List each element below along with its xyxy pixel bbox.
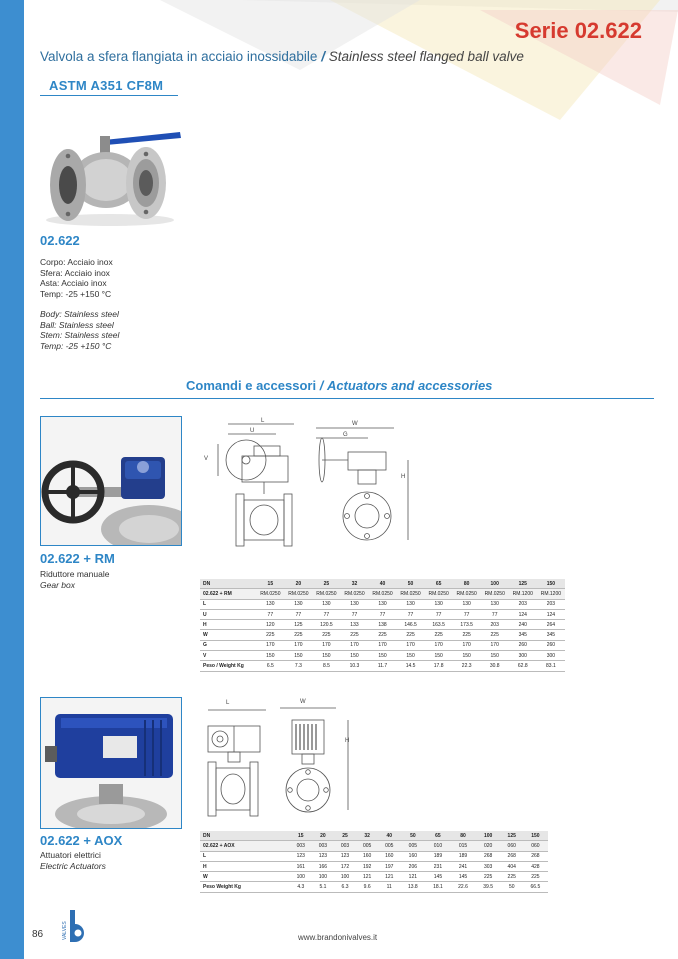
table-cell: RM.0250 xyxy=(369,589,397,599)
table-cell: 6.3 xyxy=(334,882,356,892)
table-cell: 203 xyxy=(481,620,509,630)
aox-dimension-table xyxy=(200,831,548,893)
table-cell: 18.1 xyxy=(425,882,450,892)
table-cell: 225 xyxy=(256,630,284,640)
table-cell: 130 xyxy=(340,599,368,609)
table-cell: 30.8 xyxy=(481,661,509,671)
section-title-separator: / xyxy=(319,378,324,393)
table-cell: 62.8 xyxy=(509,661,537,671)
table-cell: 225 xyxy=(481,630,509,640)
table-cell: 170 xyxy=(312,640,340,650)
table-cell: 121 xyxy=(378,872,400,882)
table-cell: RM.0250 xyxy=(312,589,340,599)
table-cell: 6.5 xyxy=(256,661,284,671)
table-row xyxy=(200,599,565,609)
table-cell: 300 xyxy=(509,651,537,661)
table-cell: 17.8 xyxy=(425,661,453,671)
table-cell: H xyxy=(200,861,290,871)
table-cell: 170 xyxy=(284,640,312,650)
table-cell: 015 xyxy=(450,841,475,851)
table-cell: 20 xyxy=(312,831,334,841)
table-cell: RM.0250 xyxy=(453,589,481,599)
table-cell: 240 xyxy=(509,620,537,630)
table-cell: 20 xyxy=(284,579,312,589)
table-cell: 50 xyxy=(397,579,425,589)
table-cell: 260 xyxy=(537,640,565,650)
table-cell: 40 xyxy=(378,831,400,841)
page-number: 86 xyxy=(32,929,44,940)
table-cell: 150 xyxy=(481,651,509,661)
table-cell: 120.5 xyxy=(312,620,340,630)
table-cell: 150 xyxy=(523,831,548,841)
table-cell: Peso / Weight Kg xyxy=(200,661,256,671)
table-cell: DN xyxy=(200,831,290,841)
table-cell: RM.0250 xyxy=(425,589,453,599)
table-row xyxy=(200,589,565,599)
table-cell: 13.8 xyxy=(400,882,425,892)
table-cell: 123 xyxy=(312,851,334,861)
table-cell: 005 xyxy=(378,841,400,851)
table-cell: 100 xyxy=(476,831,501,841)
table-cell: 4.3 xyxy=(290,882,312,892)
page-title xyxy=(40,49,524,64)
table-cell: 130 xyxy=(425,599,453,609)
table-cell: 130 xyxy=(453,599,481,609)
gearbox-photo xyxy=(40,416,182,546)
table-cell: 77 xyxy=(453,609,481,619)
table-cell: 003 xyxy=(334,841,356,851)
table-cell: 150 xyxy=(284,651,312,661)
table-cell: 189 xyxy=(425,851,450,861)
table-cell: 172 xyxy=(334,861,356,871)
rm-label-english: Gear box xyxy=(40,580,75,590)
table-cell: 241 xyxy=(450,861,475,871)
table-cell: 77 xyxy=(340,609,368,619)
table-cell: 130 xyxy=(481,599,509,609)
table-cell: 428 xyxy=(523,861,548,871)
table-cell: 66.5 xyxy=(523,882,548,892)
drawing-label: L xyxy=(261,418,265,424)
table-cell: 170 xyxy=(256,640,284,650)
table-row xyxy=(200,609,565,619)
table-cell: RM.0250 xyxy=(284,589,312,599)
table-cell: 10.3 xyxy=(340,661,368,671)
material-standard: ASTM A351 CF8M xyxy=(49,78,164,93)
table-cell: 150 xyxy=(340,651,368,661)
ball-valve-image xyxy=(38,128,186,228)
table-cell: 192 xyxy=(356,861,378,871)
section-title-italian: Comandi e accessori xyxy=(186,378,317,393)
table-cell: 170 xyxy=(340,640,368,650)
table-row xyxy=(200,630,565,640)
table-cell: 150 xyxy=(369,651,397,661)
table-cell: 005 xyxy=(356,841,378,851)
rm-dimension-table xyxy=(200,579,565,672)
website-url: www.brandonivalves.it xyxy=(298,933,378,942)
drawing-label: H xyxy=(401,474,406,480)
table-cell: L xyxy=(200,851,290,861)
table-cell: 264 xyxy=(537,620,565,630)
table-cell: 25 xyxy=(334,831,356,841)
drawing-label: W xyxy=(352,421,358,427)
table-cell: 138 xyxy=(369,620,397,630)
table-cell: 260 xyxy=(509,640,537,650)
table-cell: 133 xyxy=(340,620,368,630)
table-cell: RM.0250 xyxy=(397,589,425,599)
table-cell: 225 xyxy=(476,872,501,882)
table-cell: DN xyxy=(200,579,256,589)
table-cell: 77 xyxy=(284,609,312,619)
table-row xyxy=(200,872,548,882)
brandoni-logo xyxy=(60,908,94,944)
table-cell: 14.5 xyxy=(397,661,425,671)
table-cell: 225 xyxy=(397,630,425,640)
drawing-label: L xyxy=(226,700,230,706)
table-cell: 121 xyxy=(400,872,425,882)
table-cell: 5.1 xyxy=(312,882,334,892)
table-cell: 124 xyxy=(537,609,565,619)
spec-line: Corpo: Acciaio inox xyxy=(40,257,113,267)
table-cell: 170 xyxy=(425,640,453,650)
table-cell: 170 xyxy=(369,640,397,650)
table-cell: W xyxy=(200,872,290,882)
table-cell: 65 xyxy=(425,579,453,589)
table-cell: 003 xyxy=(290,841,312,851)
table-cell: 166 xyxy=(312,861,334,871)
table-cell: 65 xyxy=(425,831,450,841)
table-cell: 11.7 xyxy=(369,661,397,671)
aox-technical-drawing xyxy=(196,698,358,826)
table-cell: 50 xyxy=(400,831,425,841)
table-row xyxy=(200,841,548,851)
table-cell: 123 xyxy=(290,851,312,861)
table-cell: 50 xyxy=(501,882,523,892)
drawing-label: V xyxy=(204,456,209,462)
table-header-row xyxy=(200,831,548,841)
table-cell: 130 xyxy=(256,599,284,609)
table-cell: 22.6 xyxy=(450,882,475,892)
table-cell: 345 xyxy=(537,630,565,640)
table-cell: 206 xyxy=(400,861,425,871)
table-cell: 121 xyxy=(356,872,378,882)
table-cell: 77 xyxy=(425,609,453,619)
gearbox-image xyxy=(41,417,181,545)
table-cell: 160 xyxy=(356,851,378,861)
table-cell: 268 xyxy=(476,851,501,861)
table-cell: 300 xyxy=(537,651,565,661)
table-row xyxy=(200,882,548,892)
table-cell: 130 xyxy=(312,599,340,609)
actuator-image xyxy=(41,698,181,828)
title-italian: Valvola a sfera flangiata in acciaio inossidabile xyxy=(40,49,318,64)
table-cell: 15 xyxy=(256,579,284,589)
table-cell: 225 xyxy=(369,630,397,640)
table-cell: 150 xyxy=(256,651,284,661)
table-cell: 77 xyxy=(256,609,284,619)
table-header-row xyxy=(200,579,565,589)
logo-text: VALVES xyxy=(62,921,68,940)
table-cell: RM.1200 xyxy=(537,589,565,599)
table-row xyxy=(200,640,565,650)
table-cell: G xyxy=(200,640,256,650)
spec-italian xyxy=(40,257,113,299)
rm-technical-drawing xyxy=(198,416,420,552)
drawing-label: H xyxy=(345,738,350,744)
spec-line: Body: Stainless steel xyxy=(40,309,119,319)
table-row xyxy=(200,651,565,661)
aox-code: 02.622 + AOX xyxy=(40,833,123,848)
drawing-label: U xyxy=(250,428,255,434)
table-cell: 170 xyxy=(481,640,509,650)
aox-label-italian: Attuatori elettrici xyxy=(40,850,101,860)
table-cell: 150 xyxy=(312,651,340,661)
side-bar xyxy=(0,0,24,959)
table-cell: 010 xyxy=(425,841,450,851)
table-cell: 060 xyxy=(523,841,548,851)
table-cell: 160 xyxy=(400,851,425,861)
table-cell: 003 xyxy=(312,841,334,851)
table-cell: 100 xyxy=(481,579,509,589)
table-cell: V xyxy=(200,651,256,661)
table-cell: 303 xyxy=(476,861,501,871)
spec-line: Asta: Acciaio inox xyxy=(40,278,107,288)
product-code: 02.622 xyxy=(40,233,80,248)
table-cell: RM.0250 xyxy=(340,589,368,599)
table-cell: 197 xyxy=(378,861,400,871)
rm-code: 02.622 + RM xyxy=(40,551,115,566)
table-cell: 7.3 xyxy=(284,661,312,671)
table-cell: 225 xyxy=(523,872,548,882)
table-cell: 77 xyxy=(369,609,397,619)
table-cell: 125 xyxy=(509,579,537,589)
table-cell: 8.5 xyxy=(312,661,340,671)
table-cell: 39.5 xyxy=(476,882,501,892)
table-cell: 100 xyxy=(312,872,334,882)
table-cell: 40 xyxy=(369,579,397,589)
table-cell: RM.0250 xyxy=(481,589,509,599)
table-cell: 145 xyxy=(425,872,450,882)
table-cell: W xyxy=(200,630,256,640)
actuator-photo xyxy=(40,697,182,829)
table-cell: 100 xyxy=(290,872,312,882)
table-cell: 020 xyxy=(476,841,501,851)
table-cell: 203 xyxy=(509,599,537,609)
table-cell: 189 xyxy=(450,851,475,861)
table-cell: 173.5 xyxy=(453,620,481,630)
table-cell: 163.5 xyxy=(425,620,453,630)
title-separator: / xyxy=(321,49,325,64)
table-cell: L xyxy=(200,599,256,609)
table-cell: Peso Weight Kg xyxy=(200,882,290,892)
table-cell: 345 xyxy=(509,630,537,640)
table-cell: 32 xyxy=(340,579,368,589)
table-cell: 161 xyxy=(290,861,312,871)
table-cell: 404 xyxy=(501,861,523,871)
table-cell: 060 xyxy=(501,841,523,851)
spec-line: Stem: Stainless steel xyxy=(40,330,120,340)
table-cell: 005 xyxy=(400,841,425,851)
table-cell: U xyxy=(200,609,256,619)
table-cell: 02.622 + AOX xyxy=(200,841,290,851)
spec-english xyxy=(40,309,119,351)
table-cell: 225 xyxy=(312,630,340,640)
drawing-label: W xyxy=(300,699,306,705)
table-cell: 225 xyxy=(453,630,481,640)
table-cell: 9.6 xyxy=(356,882,378,892)
spec-line: Sfera: Acciaio inox xyxy=(40,267,110,278)
table-cell: 150 xyxy=(453,651,481,661)
spec-line: Temp: -25 +150 °C xyxy=(40,288,112,299)
table-cell: 130 xyxy=(284,599,312,609)
table-row xyxy=(200,861,548,871)
table-cell: 77 xyxy=(481,609,509,619)
table-cell: 170 xyxy=(453,640,481,650)
table-cell: 268 xyxy=(501,851,523,861)
table-cell: 225 xyxy=(284,630,312,640)
table-row xyxy=(200,620,565,630)
table-cell: 11 xyxy=(378,882,400,892)
table-cell: 80 xyxy=(453,579,481,589)
table-cell: 25 xyxy=(312,579,340,589)
drawing-label: G xyxy=(343,432,348,438)
table-cell: 120 xyxy=(256,620,284,630)
table-cell: H xyxy=(200,620,256,630)
table-cell: RM.1200 xyxy=(509,589,537,599)
section-underline xyxy=(40,398,654,399)
table-cell: 150 xyxy=(397,651,425,661)
rm-label-italian: Riduttore manuale xyxy=(40,569,110,579)
spec-line: Ball: Stainless steel xyxy=(40,319,114,330)
table-row xyxy=(200,661,565,671)
title-english: Stainless steel flanged ball valve xyxy=(328,49,524,64)
table-cell: 203 xyxy=(537,599,565,609)
series-title: Serie 02.622 xyxy=(514,18,642,43)
aox-label-english: Electric Actuators xyxy=(40,861,106,871)
table-cell: 32 xyxy=(356,831,378,841)
table-cell: 100 xyxy=(334,872,356,882)
section-title xyxy=(186,378,492,393)
table-cell: 02.622 + RM xyxy=(200,589,256,599)
table-cell: 170 xyxy=(397,640,425,650)
table-cell: 130 xyxy=(369,599,397,609)
table-cell: 225 xyxy=(425,630,453,640)
table-cell: 146.5 xyxy=(397,620,425,630)
spec-line: Temp: -25 +150 °C xyxy=(40,340,112,351)
table-cell: 231 xyxy=(425,861,450,871)
table-cell: 15 xyxy=(290,831,312,841)
table-cell: 77 xyxy=(397,609,425,619)
table-cell: 145 xyxy=(450,872,475,882)
table-cell: 77 xyxy=(312,609,340,619)
table-row xyxy=(200,851,548,861)
table-cell: 22.3 xyxy=(453,661,481,671)
table-cell: 80 xyxy=(450,831,475,841)
table-cell: 83.1 xyxy=(537,661,565,671)
section-title-english: Actuators and accessories xyxy=(326,378,493,393)
table-cell: 125 xyxy=(501,831,523,841)
table-cell: 130 xyxy=(397,599,425,609)
table-cell: 268 xyxy=(523,851,548,861)
table-cell: 125 xyxy=(284,620,312,630)
table-cell: 225 xyxy=(501,872,523,882)
material-underline xyxy=(40,95,178,96)
table-cell: 124 xyxy=(509,609,537,619)
table-cell: 123 xyxy=(334,851,356,861)
table-cell: 150 xyxy=(425,651,453,661)
table-cell: 225 xyxy=(340,630,368,640)
table-cell: 160 xyxy=(378,851,400,861)
table-cell: 150 xyxy=(537,579,565,589)
table-cell: RM.0250 xyxy=(256,589,284,599)
